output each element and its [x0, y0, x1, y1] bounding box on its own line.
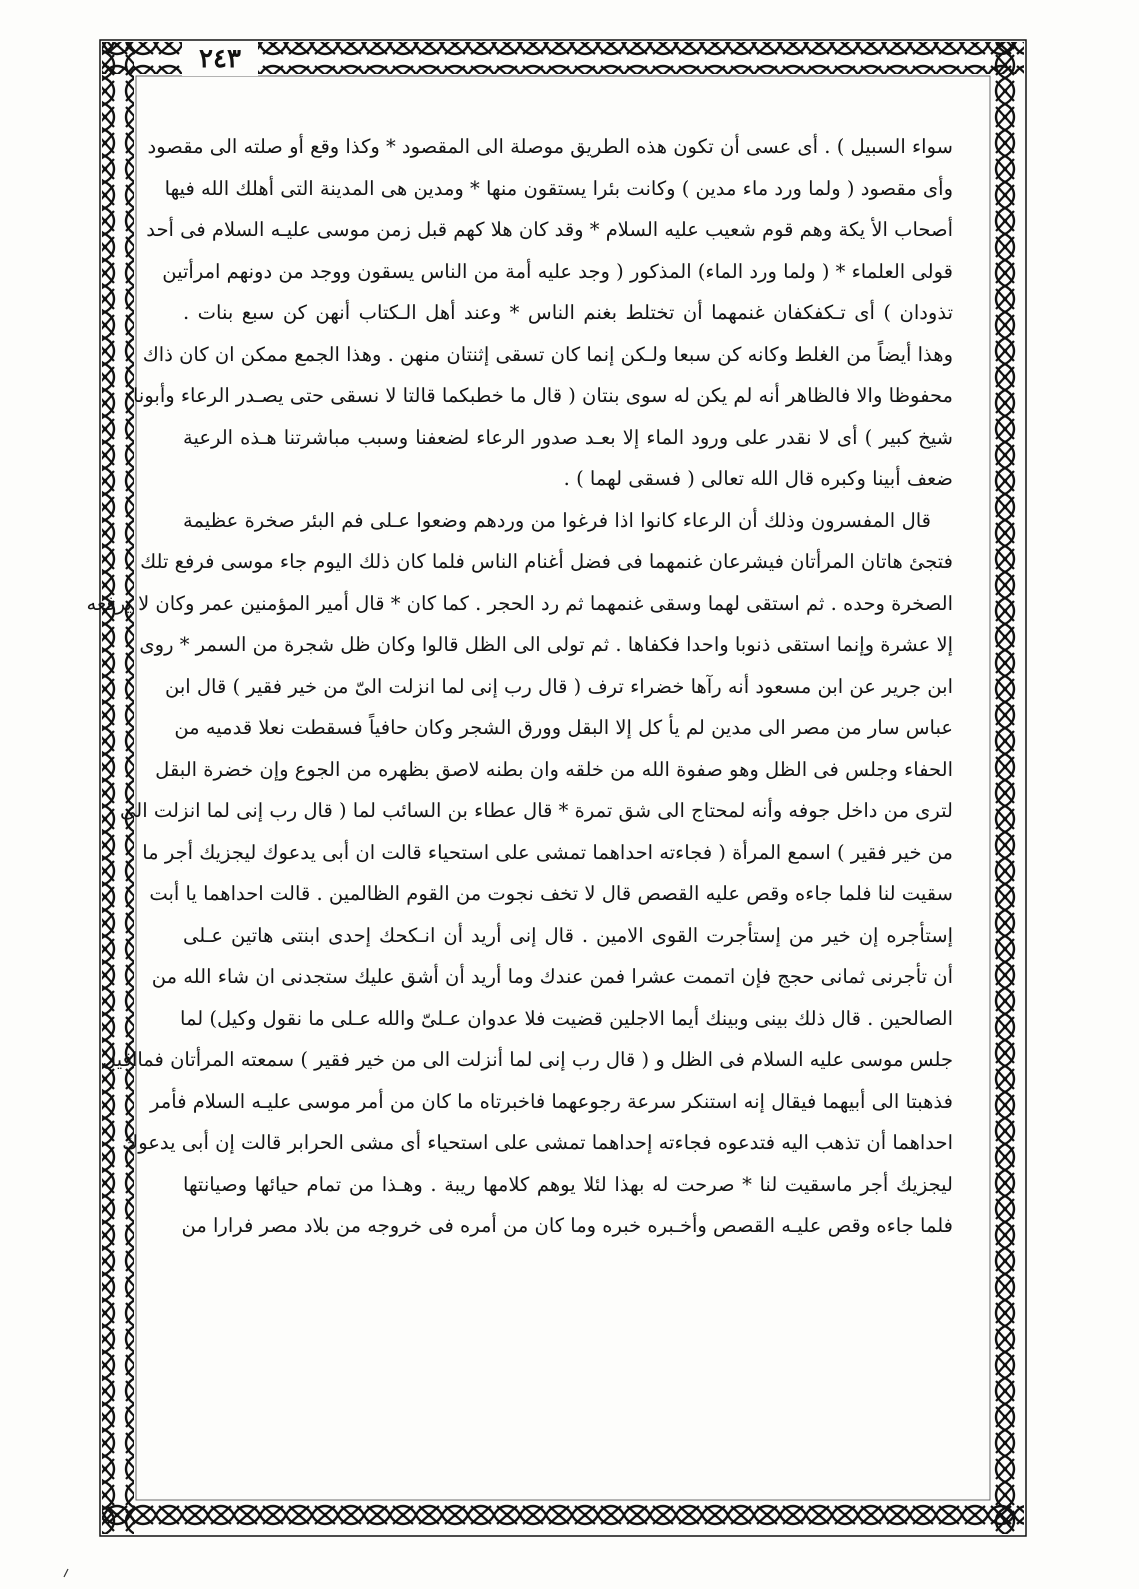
text-line: الصالحين . قال ذلك بينى وبينك أيما الاجلين قضيت فلا عدوان عـلىّ والله عـلى ما نقول وكيل) لما: [180, 1006, 953, 1030]
text-line: إلا عشرة وإنما استقى ذنوبا واحدا فكفاها . ثم تولى الى الظل قالوا وكان ظل شجرة من السمر * روى: [139, 633, 953, 656]
page-number: ٢٤٣: [182, 42, 258, 76]
paragraph-start-line: قال المفسرون وذلك أن الرعاء كانوا اذا فرغوا من وردهم وضعوا عـلى فم البئر صخرة عظيمة: [183, 508, 931, 532]
text-line: ضعف أبينا وكبره قال الله تعالى ( فسقى لهما ) .: [563, 467, 953, 490]
text-line: لترى من داخل جوفه وأنه لمحتاج الى شق تمرة * قال عطاء بن السائب لما ( قال رب إنى لما انزلت الى: [120, 799, 953, 822]
text-line: أن تأجرنى ثمانى حجج فإن اتممت عشرا فمن عندك وما أريد أن أشق عليك ستجدنى ان شاء الله من: [151, 965, 953, 988]
text-line: من خير فقير ) اسمع المرأة ( فجاءته احداهما تمشى على استحياء قالت ان أبى يدعوك ليجزيك أجر ما: [142, 840, 953, 864]
text-line: فلما جاءه وقص عليـه القصص وأخـبره خبره وما كان من أمره فى خروجه من بلاد مصر فرارا من: [181, 1214, 953, 1237]
text-line: إستأجره إن خير من إستأجرت القوى الامين . قال إنى أريد أن انـكحك إحدى ابنتى هاتين عـلى: [183, 923, 953, 947]
text-line: الحفاء وجلس فى الظل وهو صفوة الله من خلقه وان بطنه لاصق بظهره من الجوع وإن خضرة البقل: [155, 757, 953, 781]
text-line: وأى مقصود ( ولما ورد ماء مدين ) وكانت بئرا يستقون منها * ومدين هى المدينة التى أهلك الله فيها: [164, 176, 953, 200]
text-line: فذهبتا الى أبيهما فيقال إنه استنكر سرعة رجوعهما فاخبرتاه ما كان من أمر موسى عليـه السلام فأمر: [150, 1089, 953, 1113]
text-line: ليجزيك أجر ماسقيت لنا * صرحت له بهذا لئلا يوهم كلامها ريبة . وهـذا من تمام حيائها وصيانتها: [183, 1172, 953, 1196]
text-line: فتجئ هاتان المرأتان فيشرعان غنمهما فى فضل أغنام الناس فلما كان ذلك اليوم جاء موسى فرفع تلك: [140, 550, 953, 573]
stray-mark: [62, 1568, 70, 1578]
text-line: سواء السبيل ) . أى عسى أن تكون هذه الطريق موصلة الى المقصود * وكذا وقع أو صلته الى مقصود: [147, 135, 953, 158]
text-line: أصحاب الأ يكة وهم قوم شعيب عليه السلام * وقد كان هلا كهم قبل زمن موسى عليـه السلام فى أحد: [146, 218, 953, 241]
text-line: قولى العلماء * ( ولما ورد الماء) المذكور ( وجد عليه أمة من الناس يسقون ووجد من دونهم امرأتين: [162, 259, 953, 283]
text-line: احداهما أن تذهب اليه فتدعوه فجاءته إحداهما تمشى على استحياء أى مشى الحرابر قالت إن أبى يدعوك: [122, 1131, 953, 1154]
text-line: ابن جرير عن ابن مسعود أنه رآها خضراء ترف ( قال رب إنى لما انزلت الىّ من خير فقير ) قال ابن: [164, 674, 953, 698]
text-line: شيخ كبير ) أى لا نقدر على ورود الماء إلا بعـد صدور الرعاء لضعفنا وسبب مباشرتنا هـذه الرعية: [183, 425, 953, 449]
text-line: وهذا أيضاً من الغلط وكانه كن سبعا ولـكن إنما كان تسقى إثنتان منهن . وهذا الجمع ممكن ان كان ذاك: [142, 342, 953, 366]
text-line: سقيت لنا فلما جاءه وقص عليه القصص قال لا تخف نجوت من القوم الظالمين . قالت احداهما يا أبت: [149, 882, 953, 905]
text-line: محفوظا والا فالظاهر أنه لم يكن له سوى بنتان ( قال ما خطبكما قالتا لا نسقى حتى يصـدر الرعاء وأبونا: [132, 384, 953, 407]
main-text: [86, 126, 953, 1247]
text-line: عباس سار من مصر الى مدين لم يأ كل إلا البقل وورق الشجر وكان حافياً فسقطت نعلا قدميه من: [174, 716, 953, 739]
text-line: جلس موسى عليه السلام فى الظل و ( قال رب إنى لما أنزلت الى من خير فقير ) سمعته المرأتان فمااقيل: [101, 1048, 953, 1071]
text-line: تذودان ) أى تـكفكفان غنمهما أن تختلط بغنم الناس * وعند أهل الـكتاب أنهن كن سبع بنات .: [183, 301, 953, 324]
text-line: الصخرة وحده . ثم استقى لهما وسقى غنمهما ثم رد الحجر . كما كان * قال أمير المؤمنين عمر وكان لا يرفعه: [86, 591, 953, 615]
